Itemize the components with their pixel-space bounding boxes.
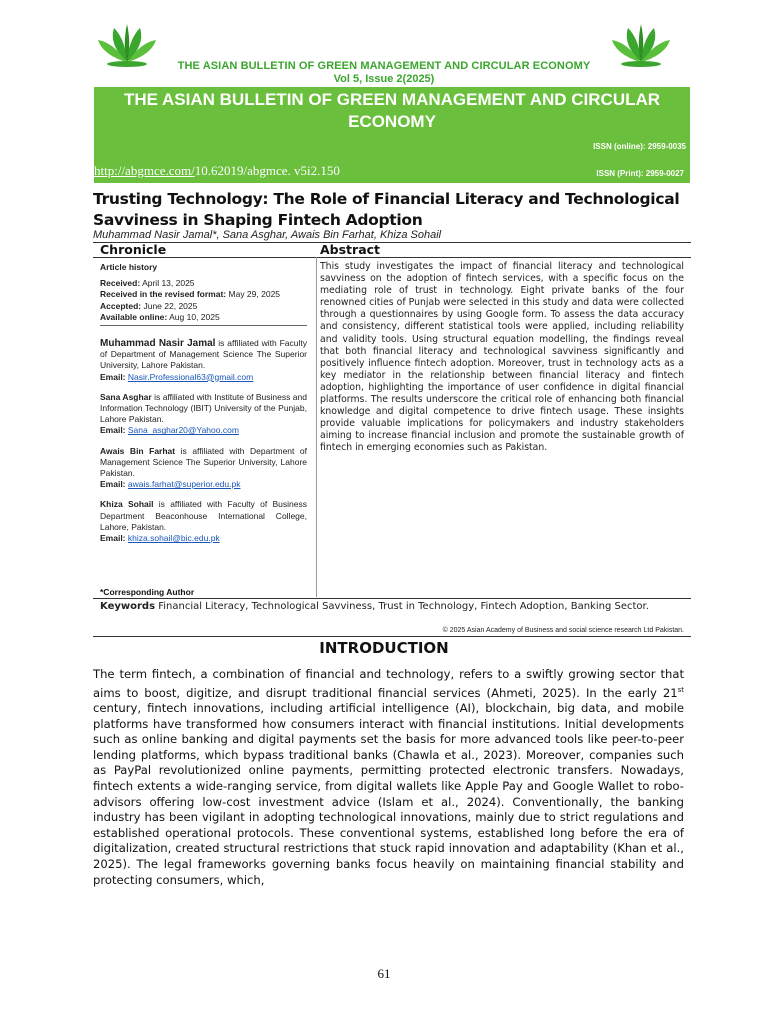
author-affiliation: Khiza Sohail is affiliated with Faculty of Business Department Beaconhouse International College, Lahore, Pakistan. xyxy=(100,499,307,532)
journal-volume: Vol 5, Issue 2(2025) xyxy=(333,73,435,85)
divider xyxy=(93,598,691,599)
article-history-label: Article history xyxy=(100,262,158,272)
author-list: Muhammad Nasir Jamal*, Sana Asghar, Awais Bin Farhat, Khiza Sohail xyxy=(93,229,442,241)
paper-title: Trusting Technology: The Role of Financial Literacy and Technological Savviness in Shaping Fintech Adoption xyxy=(93,190,680,229)
author-email-link[interactable]: awais.farhat@superior.edu.pk xyxy=(127,479,241,490)
journal-link[interactable]: http://abgmce.com/ xyxy=(94,163,195,178)
author-email-row: Email: awais.farhat@superior.edu.pk xyxy=(100,479,241,490)
doi-suffix: 10.62019/abgmce. v5i2.150 xyxy=(194,163,340,178)
issn-print: ISSN (Print): 2959-0027 xyxy=(596,169,684,178)
chronicle-heading: Chronicle xyxy=(100,242,167,257)
section-heading: INTRODUCTION xyxy=(319,639,449,657)
author-email-row: Email: khiza.sohail@bic.edu.pk xyxy=(100,533,220,544)
author-email-link[interactable]: khiza.sohail@bic.edu.pk xyxy=(127,533,220,544)
author-email-link[interactable]: Sana_asghar20@Yahoo.com xyxy=(127,425,239,436)
author-email-row: Email: Sana_asghar20@Yahoo.com xyxy=(100,425,239,436)
online-date: Available online: Aug 10, 2025 xyxy=(100,311,220,322)
accepted-date: Accepted: June 22, 2025 xyxy=(100,300,198,311)
corresponding-author-note: *Corresponding Author xyxy=(100,587,195,597)
author-email-link[interactable]: Nasir.Professional63@gmail.com xyxy=(127,371,254,382)
abstract-text: This study investigates the impact of financial literacy and technological savviness on the adoption of fintech services, with a specific focus on the mediating role of trust in technology. Eight private banks of the four renowned cities of Punjab were selected in this study and data were collected through a questionnaires by using Google form. To assess the data accuracy and consistency, different statistical tools were applied, including reliability and validity tools. Using structural equation modelling, the findings reveal that both financial literacy and technological savviness significantly and positively influence fintech adoption. Moreover, trust in technology acts as a key mediator in the relationship between financial literacy and fintech adoption, highlighting the importance of user confidence in digital financial platforms. The results underscore the critical role of enhancing both financial knowledge and digital competence to drive fintech usage. These insights provide valuable implications for policymakers and industry stakeholders aiming to increase financial inclusion and promote the sustainable growth of fintech in emerging economies such as Pakistan. xyxy=(320,261,684,454)
banner-title: THE ASIAN BULLETIN OF GREEN MANAGEMENT AND CIRCULAR ECONOMY xyxy=(123,90,661,131)
divider xyxy=(93,636,691,637)
divider xyxy=(100,325,307,326)
issn-online: ISSN (online): 2959-0035 xyxy=(593,142,686,151)
author-email-row: Email: Nasir.Professional63@gmail.com xyxy=(100,371,254,382)
author-affiliation: Sana Asghar is affiliated with Institute of Business and Information Technology (IBIT) University of the Punjab, Lahore Pakistan. xyxy=(100,391,307,425)
abstract-heading: Abstract xyxy=(320,242,381,257)
chronicle-panel xyxy=(100,262,307,544)
doi-line xyxy=(94,163,340,179)
introduction-paragraph: The term fintech, a combination of financial and technology, refers to a swiftly growing sector that aims to boost, digitize, and disrupt traditional financial services (Ahmeti, 2025). In the early 21st century, fintech innovations, including artificial intelligence (AI), blockchain, big data, and mobile platforms have transformed how consumers interact with financial institutions. Initial developments such as online banking and digital payments set the basis for more advanced tools like peer-to-peer lending platforms, which bypass traditional banks (Chawla et al., 2023). Moreover, companies such as PayPal revolutionized online payments, permitting protected electronic transfers. Nowadays, fintech extents a wide-ranging service, from digital wallets like Apple Pay and Google Wallet to robo-advisors offering low-cost investment advice (Islam et al., 2024). Conventionally, the banking industry has been vigilant in adopting technological innovations, mainly due to strict regulations and established operational protocols. These conventional systems, established long before the era of digitalization, created structural restrictions that stuck rapid innovation and adaptability (Khan et al., 2025). The legal frameworks governing banks focus heavily on maintaining financial stability and protecting consumers, which, xyxy=(93,667,684,887)
author-affiliation: Muhammad Nasir Jamal is affiliated with Faculty of Department of Management Science The Superior University, Lahore Pakistan. xyxy=(100,338,307,371)
divider xyxy=(93,242,691,243)
author-affiliation: Awais Bin Farhat is affiliated with Department of Management Science The Superior University, Lahore Pakistan. xyxy=(100,445,307,479)
divider xyxy=(93,257,691,258)
column-divider xyxy=(316,257,317,597)
received-date: Received: April 13, 2025 xyxy=(100,278,195,289)
copyright-notice: © 2025 Asian Academy of Business and social science research Ltd Pakistan. xyxy=(442,627,684,634)
revised-date: Received in the revised format: May 29, 2025 xyxy=(100,289,281,300)
keywords: Keywords Financial Literacy, Technological Savviness, Trust in Technology, Fintech Adoption, Banking Sector. xyxy=(100,601,649,612)
journal-name: THE ASIAN BULLETIN OF GREEN MANAGEMENT AND CIRCULAR ECONOMY xyxy=(177,60,591,72)
journal-banner xyxy=(94,87,690,183)
page-number: 61 xyxy=(377,966,391,981)
